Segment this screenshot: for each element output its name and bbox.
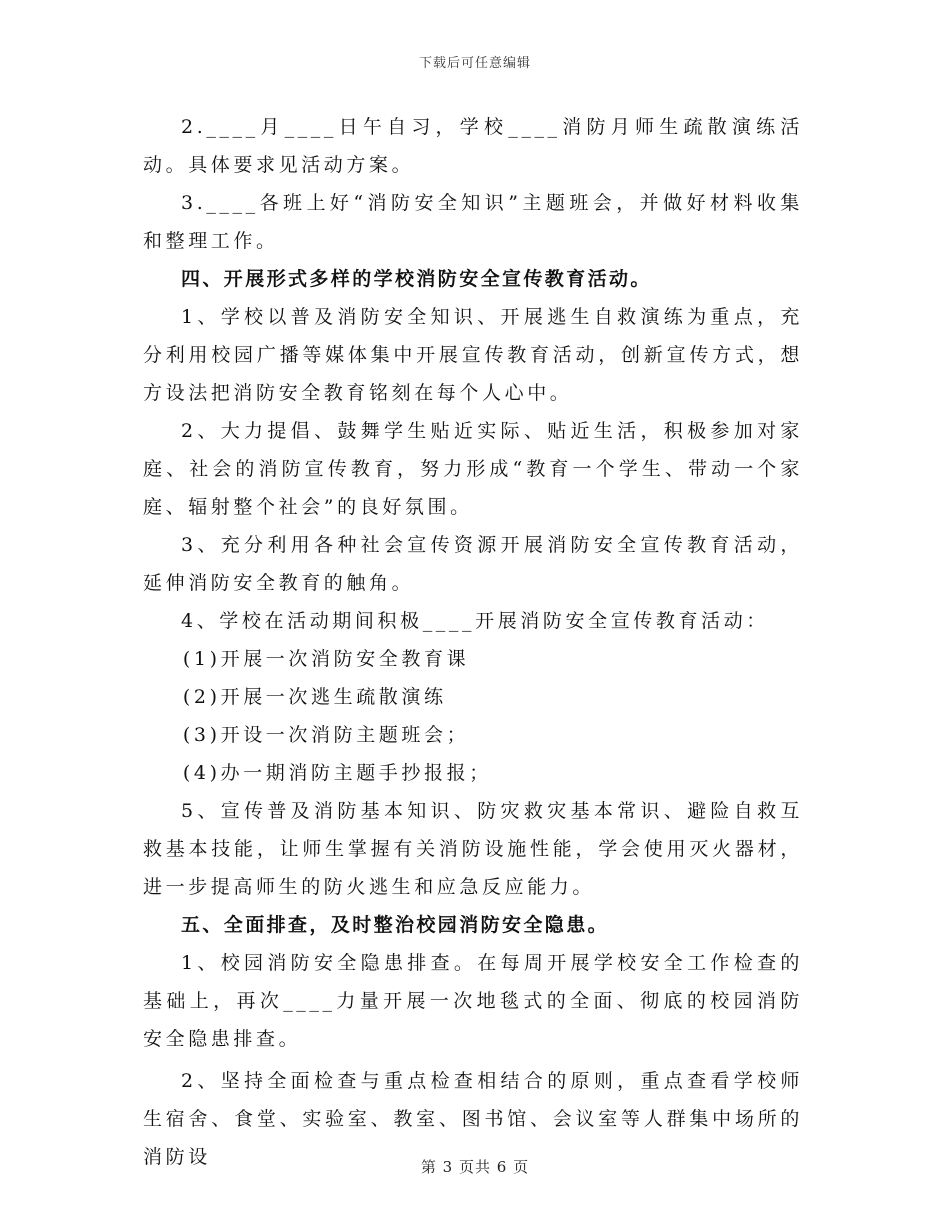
paragraph: 1、校园消防安全隐患排查。在每周开展学校安全工作检查的基础上，再次____力量开展一次地毯式的全面、彻底的校园消防安全隐患排查。 — [143, 952, 803, 1050]
section-heading: 五、全面排查，及时整治校园消防安全隐患。 — [181, 914, 610, 936]
section-heading: 四、开展形式多样的学校消防安全宣传教育活动。 — [181, 268, 652, 290]
page-header: 下载后可任意编辑 — [418, 56, 531, 71]
list-item: (1)开展一次消防安全教育课 — [182, 648, 470, 670]
document-body — [143, 108, 803, 1176]
paragraph: 4、学校在活动期间积极____开展消防安全宣传教育活动： — [181, 610, 769, 632]
list-item: (2)开展一次逃生疏散演练 — [182, 686, 447, 708]
page-footer: 第 3 页共 6 页 — [420, 1158, 530, 1176]
list-item: (3)开设一次消防主题班会； — [182, 724, 470, 746]
paragraph: 3、充分利用各种社会宣传资源开展消防安全宣传教育活动，延伸消防安全教育的触角。 — [143, 534, 803, 594]
paragraph: 1、学校以普及消防安全知识、开展逃生自救演练为重点，充分利用校园广播等媒体集中开展宣传教育活动，创新宣传方式，想方设法把消防安全教育铭刻在每个人心中。 — [143, 306, 803, 404]
paragraph: 3.____各班上好“消防安全知识”主题班会，并做好材料收集和整理工作。 — [143, 192, 803, 252]
paragraph: 2、坚持全面检查与重点检查相结合的原则，重点查看学校师生宿舍、食堂、实验室、教室、图书馆、会议室等人群集中场所的消防设 — [143, 1070, 803, 1168]
paragraph: 2、大力提倡、鼓舞学生贴近实际、贴近生活，积极参加对家庭、社会的消防宣传教育，努力形成“教育一个学生、带动一个家庭、辐射整个社会”的良好氛围。 — [143, 420, 803, 518]
paragraph: 2.____月____日午自习，学校____消防月师生疏散演练活动。具体要求见活动方案。 — [143, 116, 803, 176]
list-item: (4)办一期消防主题手抄报报； — [182, 762, 492, 784]
paragraph: 5、宣传普及消防基本知识、防灾救灾基本常识、避险自救互救基本技能，让师生掌握有关消防设施性能，学会使用灭火器材，进一步提高师生的防火逃生和应急反应能力。 — [143, 800, 803, 898]
